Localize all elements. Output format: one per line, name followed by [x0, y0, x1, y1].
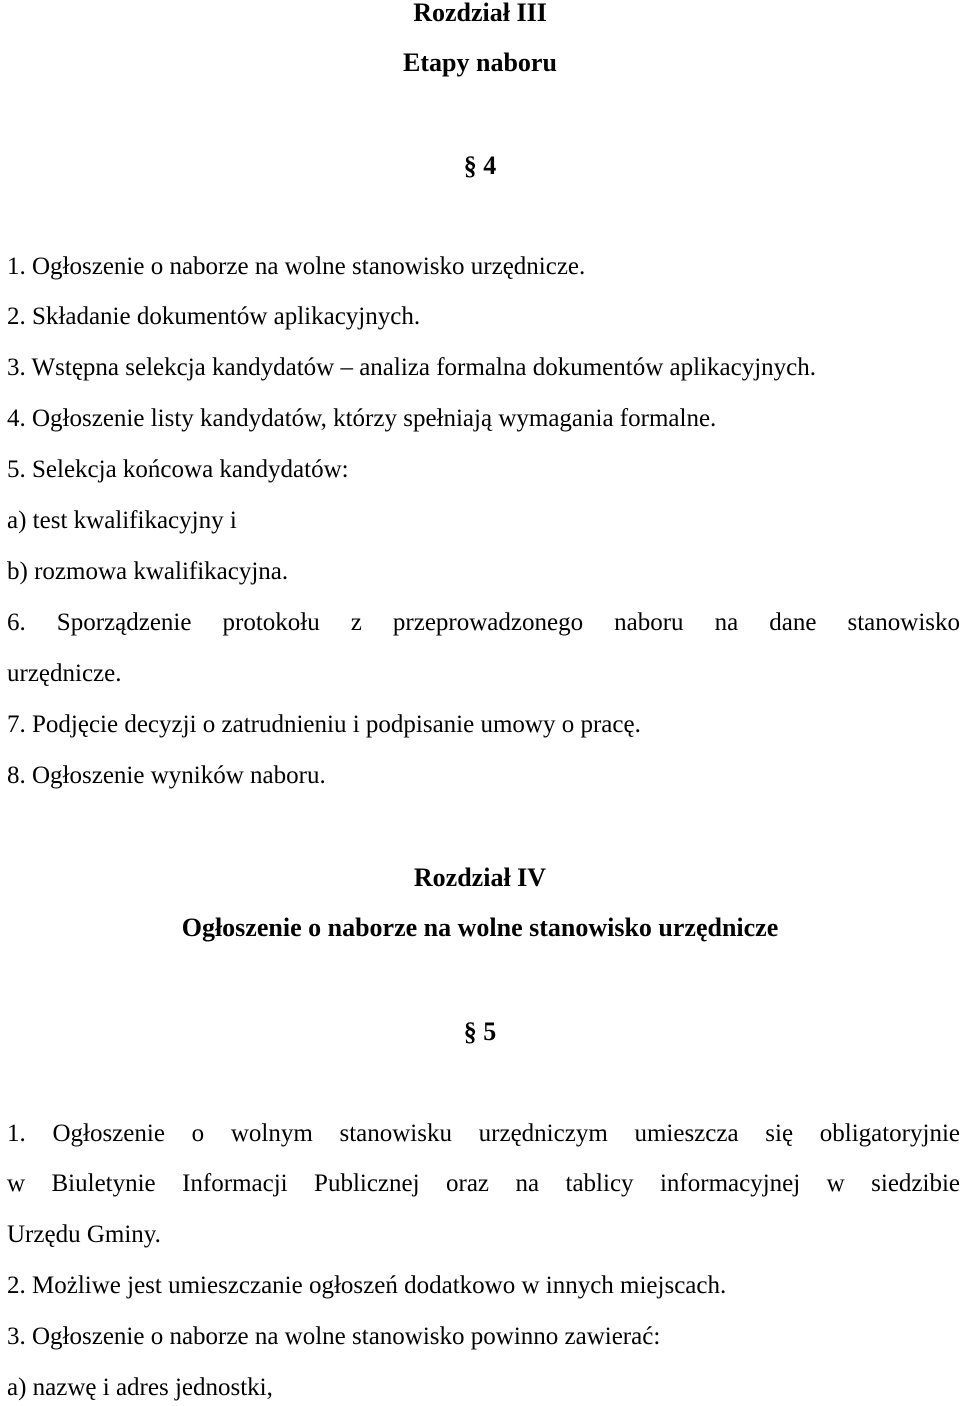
section-4-item-5a: a) test kwalifikacyjny i: [7, 507, 237, 534]
chapter-4-subtitle: Ogłoszenie o naborze na wolne stanowisko urzędnicze: [181, 913, 779, 942]
section-4-item-6-continued: urzędnicze.: [7, 660, 122, 687]
section-4-item-8: 8. Ogłoszenie wyników naboru.: [7, 762, 326, 789]
section-5-item-3a: a) nazwę i adres jednostki,: [7, 1374, 273, 1401]
section-5-marker: § 5: [463, 1017, 497, 1046]
section-4-item-6: [7, 607, 960, 639]
chapter-3-title: Rozdział III: [413, 0, 547, 27]
section-5-item-1-continued-text: w Biuletynie Informacji Publicznej oraz na tablicy informacyjnej w siedzibie: [7, 1170, 960, 1197]
section-4-item-1: 1. Ogłoszenie o naborze na wolne stanowisko urzędnicze.: [7, 253, 586, 280]
section-4-marker: § 4: [463, 151, 497, 180]
chapter-3-subtitle: Etapy naboru: [403, 48, 557, 77]
section-4-item-6-text: 6. Sporządzenie protokołu z przeprowadzonego naboru na dane stanowisko: [7, 609, 960, 636]
section-5-item-1: [7, 1118, 960, 1150]
section-5-item-1-text: 1. Ogłoszenie o wolnym stanowisku urzędniczym umieszcza się obligatoryjnie: [7, 1120, 960, 1147]
section-4-item-7: 7. Podjęcie decyzji o zatrudnieniu i podpisanie umowy o pracę.: [7, 711, 641, 738]
section-4-item-5: 5. Selekcja końcowa kandydatów:: [7, 456, 349, 483]
chapter-4-title: Rozdział IV: [413, 863, 547, 892]
section-5-item-1-end: Urzędu Gminy.: [7, 1221, 161, 1248]
section-5-item-1-continued: [7, 1168, 960, 1200]
section-4-item-2: 2. Składanie dokumentów aplikacyjnych.: [7, 303, 421, 330]
section-5-item-2: 2. Możliwe jest umieszczanie ogłoszeń dodatkowo w innych miejscach.: [7, 1272, 727, 1299]
section-5-item-3: 3. Ogłoszenie o naborze na wolne stanowisko powinno zawierać:: [7, 1323, 661, 1350]
section-4-item-5b: b) rozmowa kwalifikacyjna.: [7, 558, 289, 585]
section-4-item-3: 3. Wstępna selekcja kandydatów – analiza formalna dokumentów aplikacyjnych.: [7, 354, 816, 381]
section-4-item-4: 4. Ogłoszenie listy kandydatów, którzy spełniają wymagania formalne.: [7, 405, 717, 432]
